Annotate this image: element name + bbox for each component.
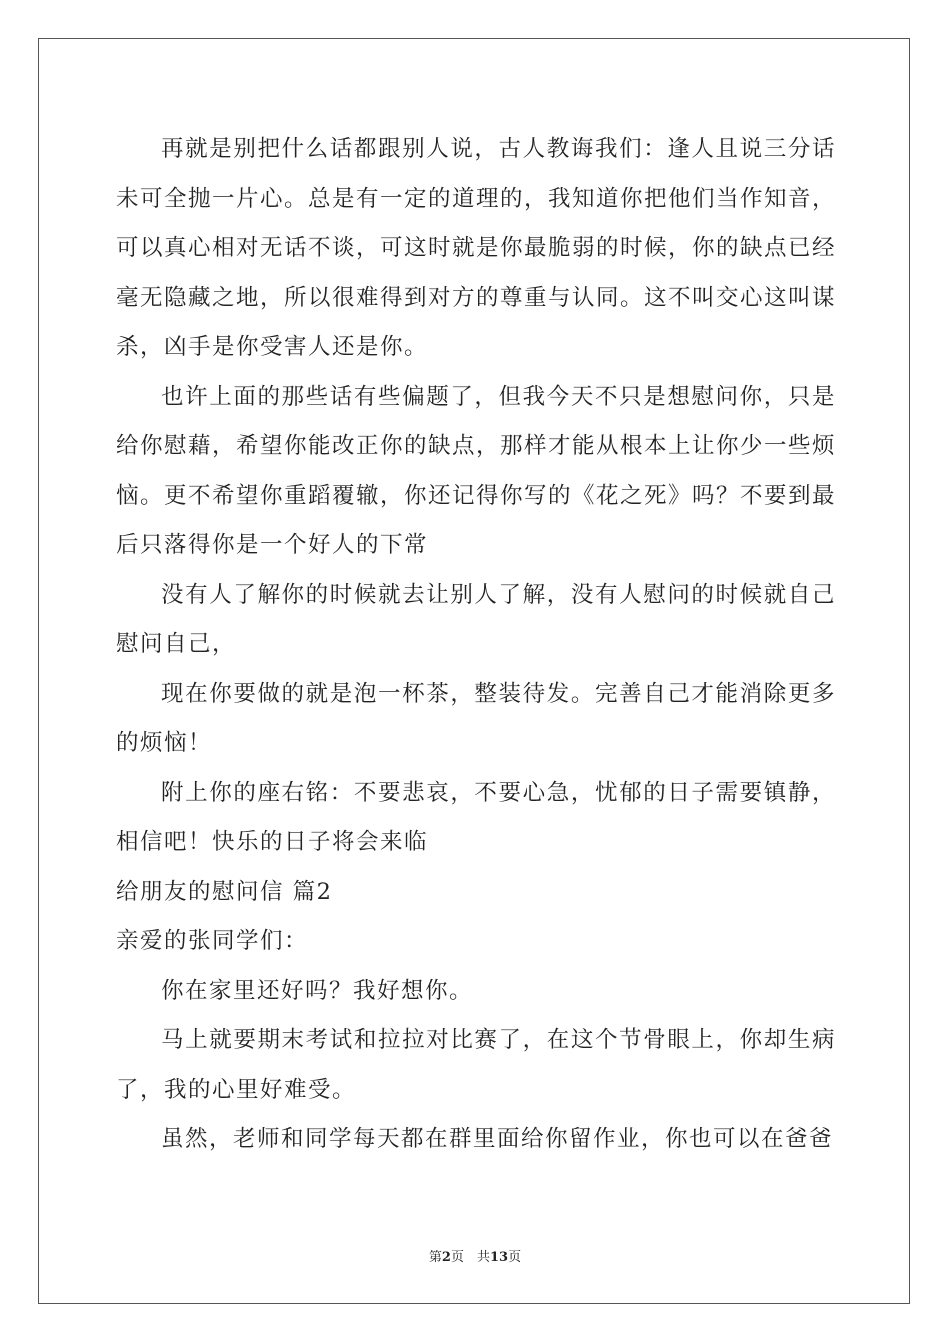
paragraph: 也许上面的那些话有些偏题了，但我今天不只是想慰问你，只是给你慰藉，希望你能改正你的缺点，那样才能从根本上让你少一些烦恼。更不希望你重蹈覆辙，你还记得你写的《花之死》吗？不要到最后只落得你是一个好人的下常 xyxy=(116,383,837,558)
document-body xyxy=(116,125,836,1165)
footer-suffix: 页 xyxy=(508,1250,522,1265)
current-page-number: 2 xyxy=(441,1250,451,1265)
paragraph: 再就是别把什么话都跟别人说，古人教诲我们：逢人且说三分话未可全抛一片心。总是有一定的道理的，我知道你把他们当作知音，可以真心相对无话不谈，可这时就是你最脆弱的时候，你的缺点已经毫无隐藏之地，所以很难得到对方的尊重与认同。这不叫交心这叫谋杀，凶手是你受害人还是你。 xyxy=(116,136,837,360)
paragraph: 你在家里还好吗？我好想你。 xyxy=(161,977,474,1004)
paragraph: 附上你的座右铭：不要悲哀，不要心急，忧郁的日子需要镇静，相信吧！快乐的日子将会来临 xyxy=(116,779,836,855)
paragraph: 没有人了解你的时候就去让别人了解，没有人慰问的时候就自己慰问自己， xyxy=(116,581,836,657)
section-title: 给朋友的慰问信 篇2 xyxy=(116,878,333,905)
paragraph: 虽然，老师和同学每天都在群里面给你留作业，你也可以在爸爸 xyxy=(161,1126,834,1152)
footer-prefix: 第 xyxy=(428,1250,442,1265)
page-footer xyxy=(0,1246,950,1265)
salutation: 亲爱的张同学们： xyxy=(116,928,309,954)
paragraph: 马上就要期末考试和拉拉对比赛了，在这个节骨眼上，你却生病了，我的心里好难受。 xyxy=(116,1027,836,1103)
total-page-number: 13 xyxy=(489,1250,509,1265)
paragraph: 现在你要做的就是泡一杯茶，整装待发。完善自己才能消除更多的烦恼！ xyxy=(116,680,836,756)
footer-mid: 页 共 xyxy=(450,1250,490,1265)
